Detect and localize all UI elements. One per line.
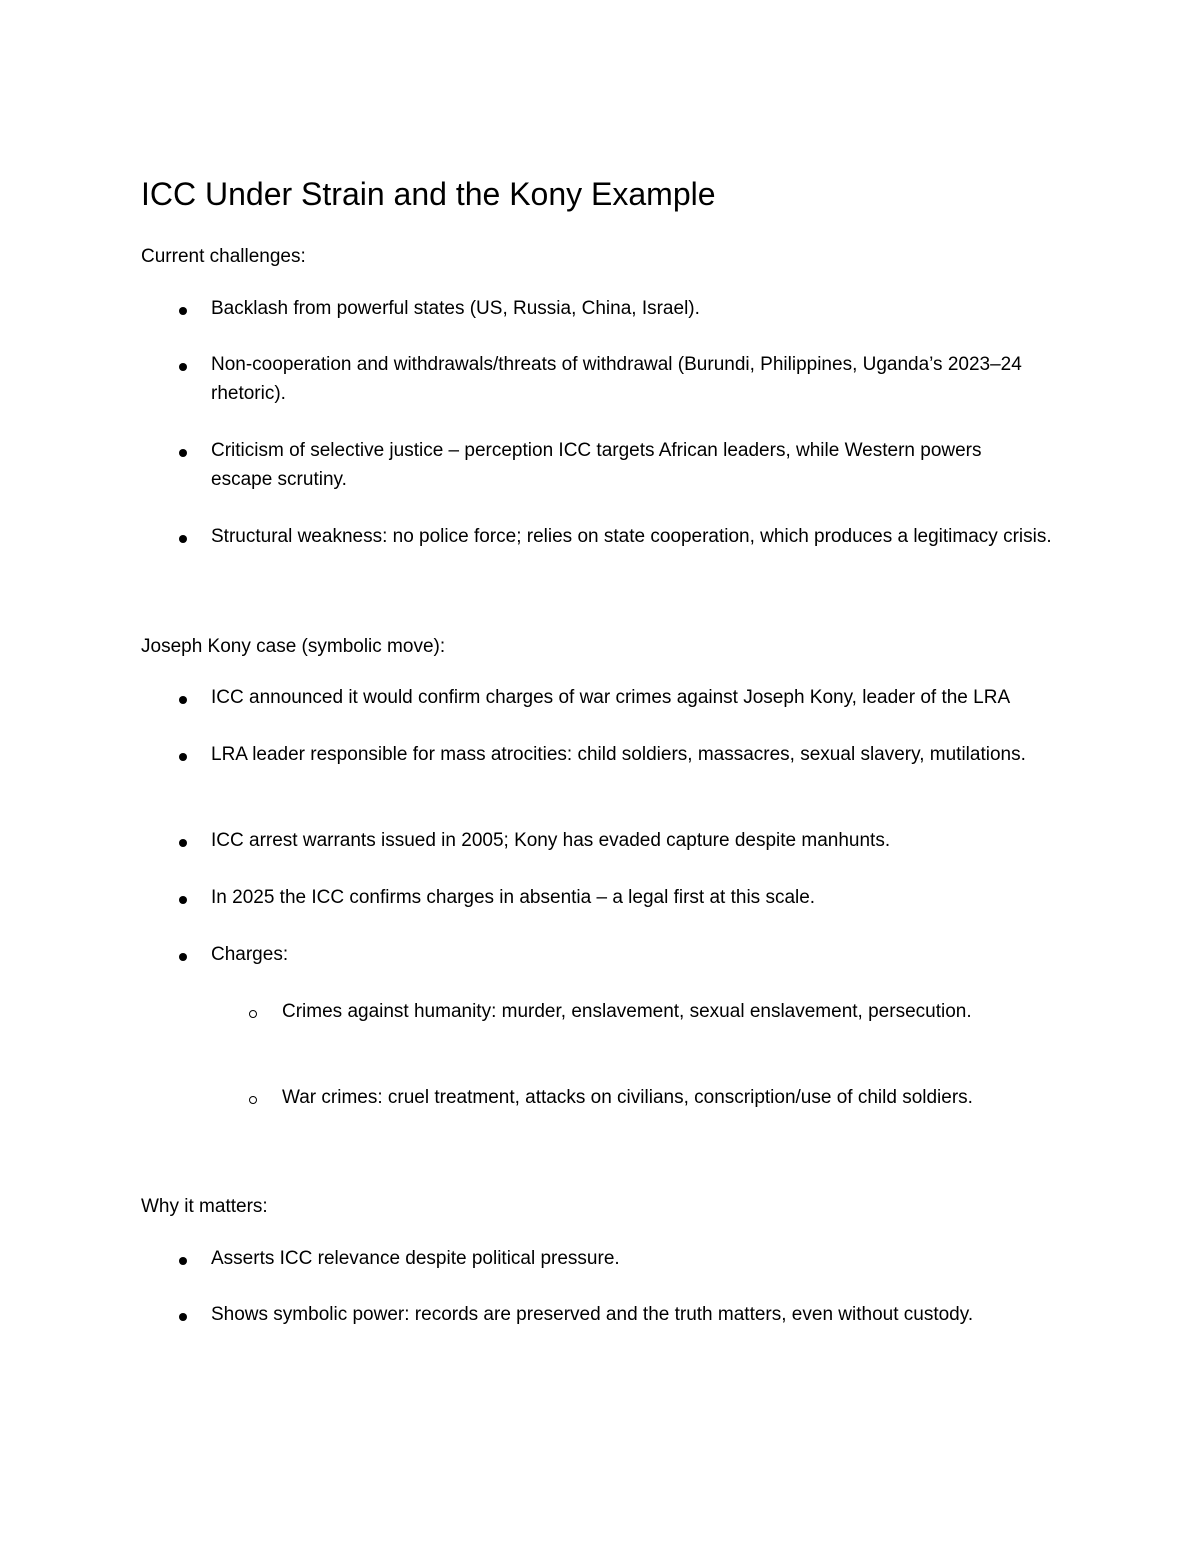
section-heading-kony: Joseph Kony case (symbolic move): (141, 636, 446, 657)
list-item: In 2025 the ICC confirms charges in absentia – a legal first at this scale. (211, 887, 816, 908)
bullet-icon (179, 1257, 187, 1265)
list-item: Shows symbolic power: records are preserved and the truth matters, even without custody. (211, 1304, 974, 1325)
bullet-icon (179, 839, 187, 847)
list-item: Structural weakness: no police force; relies on state cooperation, which produces a legitimacy crisis. (211, 526, 1052, 547)
document-title: ICC Under Strain and the Kony Example (141, 176, 716, 212)
section-heading-why-it-matters: Why it matters: (141, 1196, 268, 1217)
section-heading-challenges: Current challenges: (141, 246, 306, 267)
list-item: Backlash from powerful states (US, Russia, China, Israel). (211, 298, 700, 319)
bullet-icon (179, 307, 187, 315)
list-item: Charges: (211, 944, 289, 965)
bullet-icon (179, 753, 187, 761)
list-item: Asserts ICC relevance despite political pressure. (211, 1248, 620, 1269)
bullet-icon (179, 896, 187, 904)
list-item: Criticism of selective justice – perception ICC targets African leaders, while Western powers escape scrutiny. (211, 440, 982, 490)
sub-bullet-icon (249, 1010, 257, 1018)
bullet-icon (179, 696, 187, 704)
sub-list-item: Crimes against humanity: murder, enslavement, sexual enslavement, persecution. (282, 1001, 972, 1022)
list-item: ICC arrest warrants issued in 2005; Kony has evaded capture despite manhunts. (211, 830, 891, 851)
list-item: LRA leader responsible for mass atrocities: child soldiers, massacres, sexual slavery, mutilations. (211, 744, 1026, 765)
bullet-icon (179, 363, 187, 371)
bullet-icon (179, 535, 187, 543)
bullet-icon (179, 1313, 187, 1321)
bullet-icon (179, 449, 187, 457)
list-item: ICC announced it would confirm charges of war crimes against Joseph Kony, leader of the LRA (211, 687, 1011, 708)
sub-list-item: War crimes: cruel treatment, attacks on civilians, conscription/use of child soldiers. (282, 1087, 973, 1108)
list-item: Non-cooperation and withdrawals/threats of withdrawal (Burundi, Philippines, Uganda’s 2023–24 rhetoric). (211, 354, 1022, 404)
bullet-icon (179, 953, 187, 961)
sub-bullet-icon (249, 1096, 257, 1104)
